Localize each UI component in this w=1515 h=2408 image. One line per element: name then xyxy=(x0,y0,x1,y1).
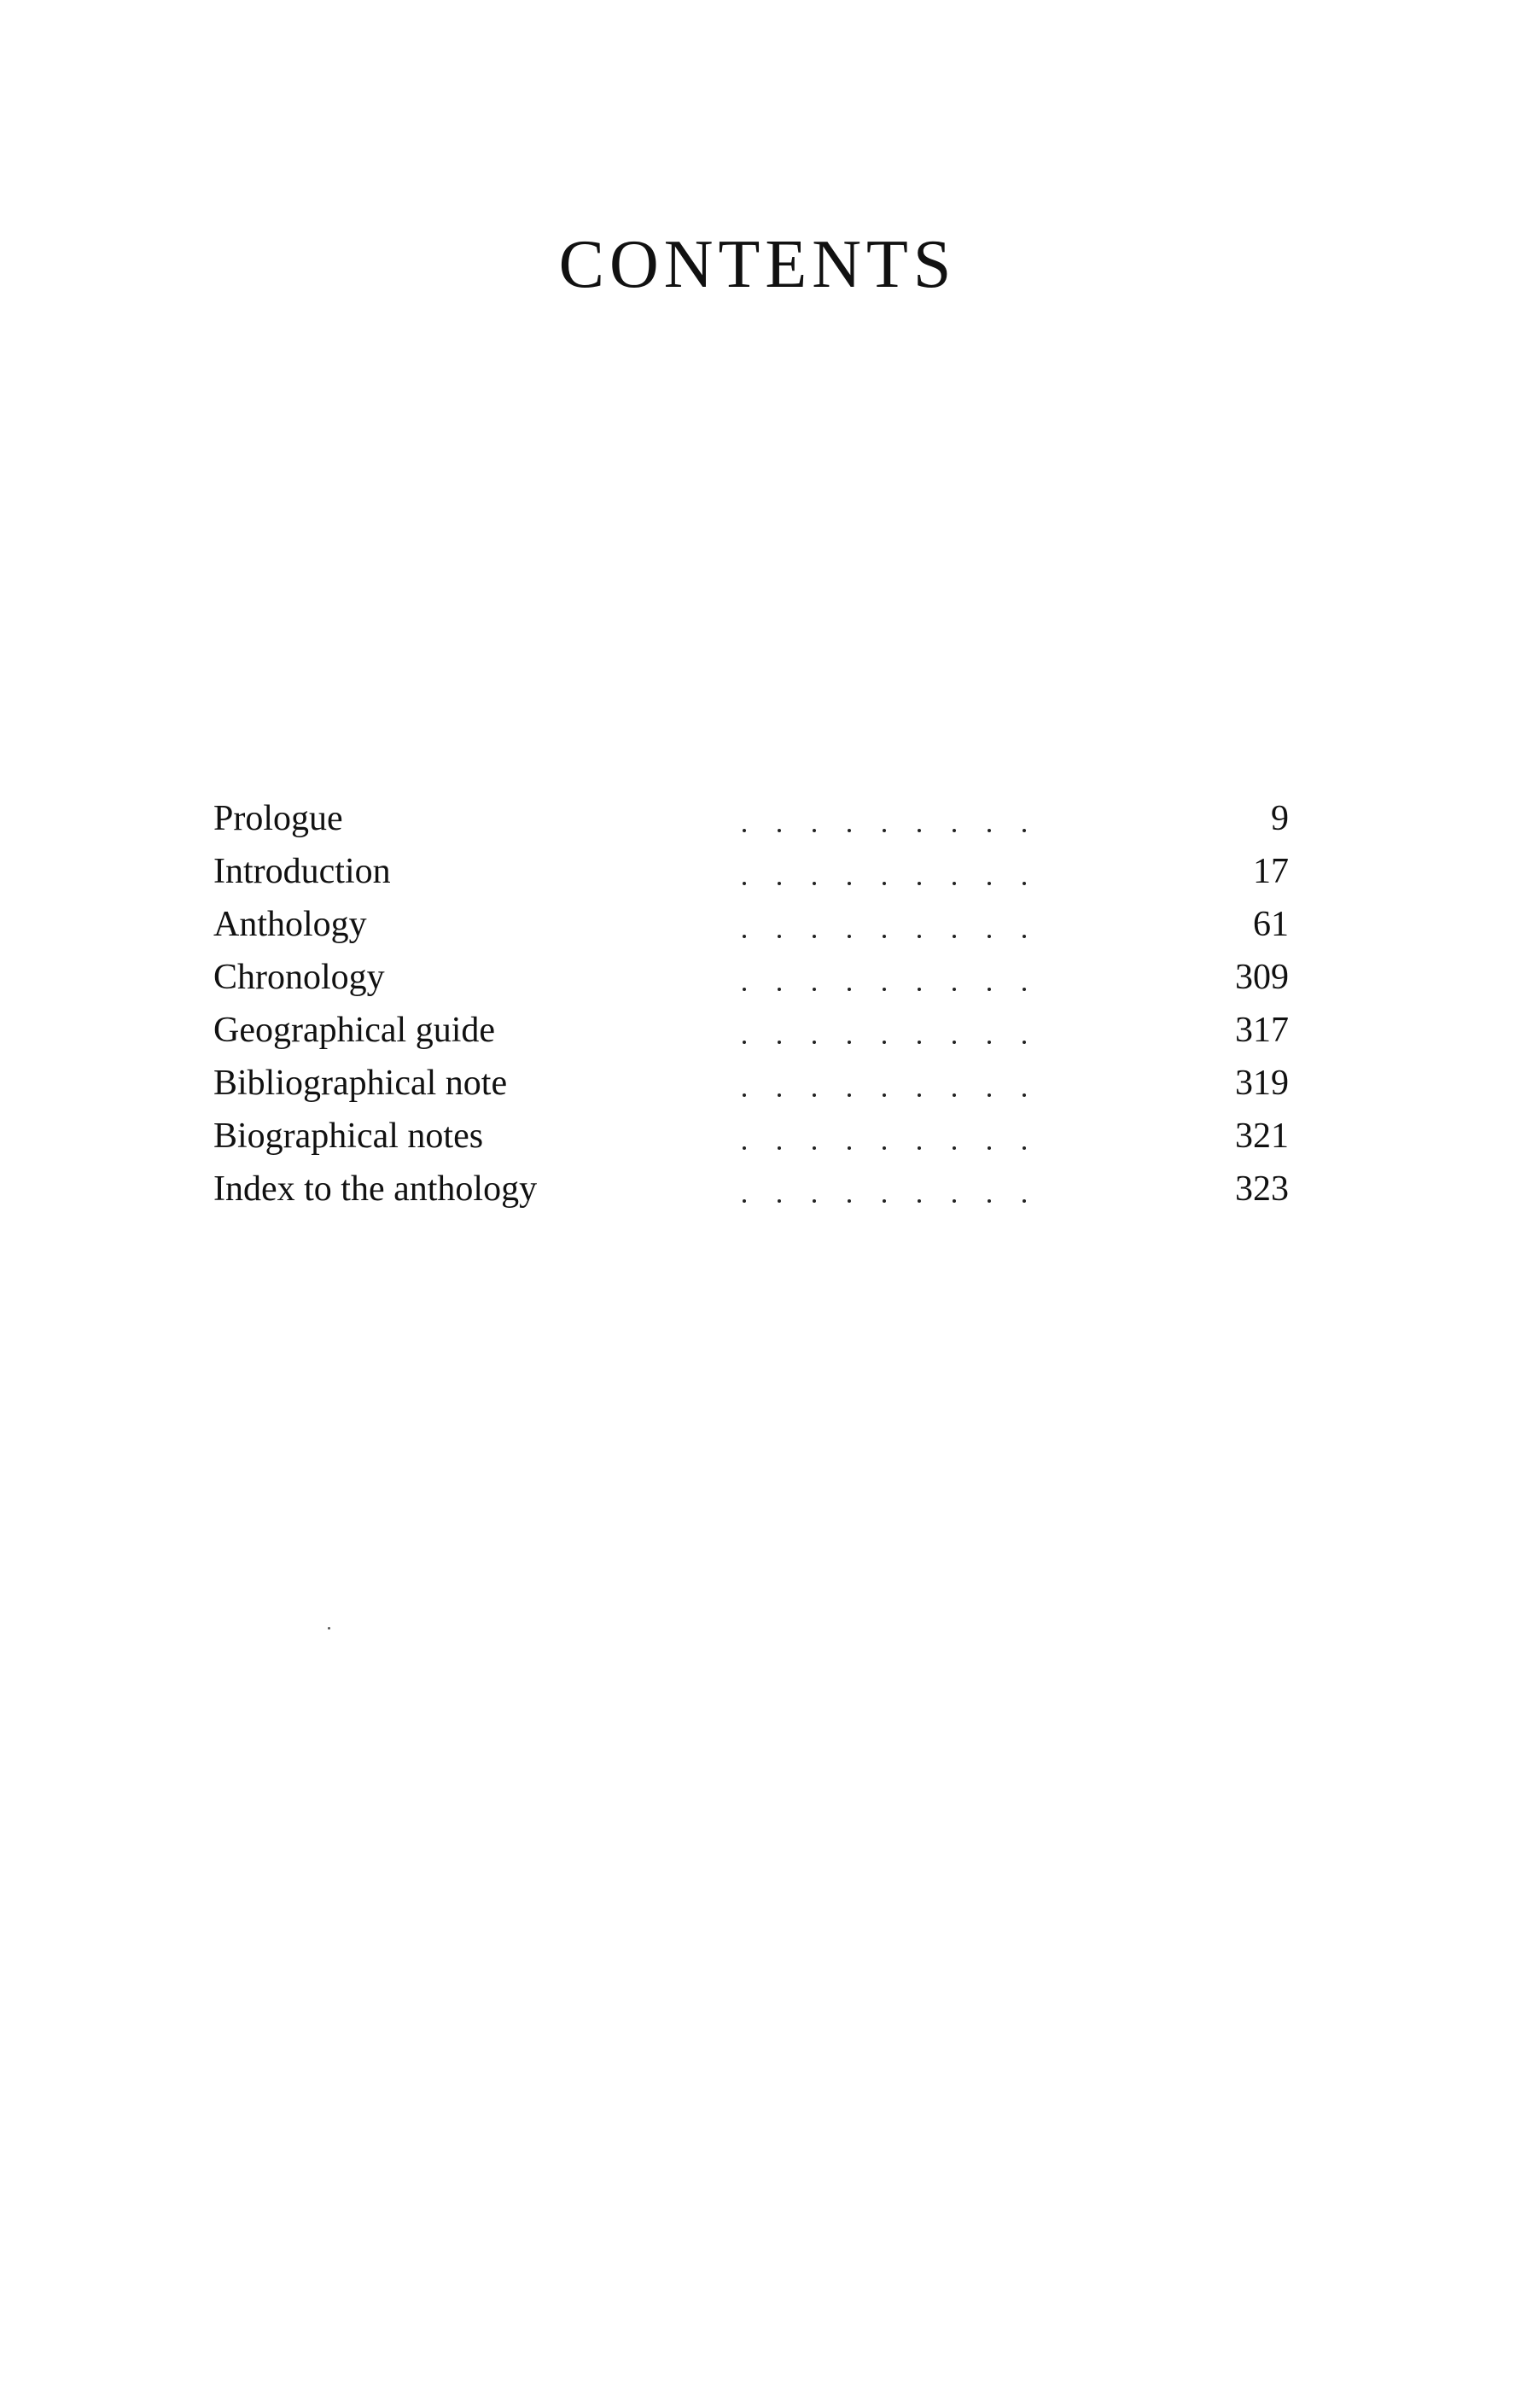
leader-dot xyxy=(1023,988,1026,991)
leader-dot xyxy=(743,1146,746,1150)
toc-entry-page: 321 xyxy=(1235,1117,1289,1156)
stray-print-mark xyxy=(328,1627,330,1630)
leader-dot xyxy=(883,988,886,991)
dot-leader xyxy=(743,1004,1037,1057)
leader-dot xyxy=(743,1199,746,1203)
toc-entry xyxy=(213,1057,1289,1110)
leader-dot xyxy=(778,1199,781,1203)
leader-dot xyxy=(743,988,746,991)
leader-dot xyxy=(778,935,781,938)
leader-dot xyxy=(988,1093,991,1097)
toc-entry-page: 309 xyxy=(1235,958,1289,997)
leader-dot xyxy=(988,1041,991,1044)
leader-dot xyxy=(778,988,781,991)
toc-entry-label: Anthology xyxy=(213,905,367,944)
toc-entry-page: 17 xyxy=(1253,852,1289,891)
leader-dot xyxy=(813,935,816,938)
leader-dot xyxy=(883,829,886,832)
toc-entry-page: 317 xyxy=(1235,1011,1289,1050)
leader-dot xyxy=(778,1093,781,1097)
leader-dot xyxy=(743,1093,746,1097)
leader-dot xyxy=(813,988,816,991)
toc-entry xyxy=(213,845,1289,898)
leader-dot xyxy=(813,829,816,832)
leader-dot xyxy=(743,1041,746,1044)
leader-dot xyxy=(883,1199,886,1203)
toc-entry xyxy=(213,951,1289,1004)
dot-leader xyxy=(743,1057,1037,1110)
leader-dot xyxy=(1023,1146,1026,1150)
leader-dot xyxy=(883,882,886,885)
leader-dot xyxy=(813,882,816,885)
dot-leader xyxy=(743,898,1037,951)
leader-dot xyxy=(778,1146,781,1150)
leader-dot xyxy=(918,935,921,938)
leader-dot xyxy=(988,988,991,991)
leader-dot xyxy=(918,988,921,991)
toc-entry-label: Biographical notes xyxy=(213,1117,484,1156)
leader-dot xyxy=(988,1146,991,1150)
leader-dot xyxy=(1023,1041,1026,1044)
leader-dot xyxy=(953,882,956,885)
toc-entry-label: Chronology xyxy=(213,958,385,997)
leader-dot xyxy=(813,1146,816,1150)
leader-dot xyxy=(848,1146,851,1150)
leader-dot xyxy=(918,1041,921,1044)
dot-leader xyxy=(743,1163,1037,1216)
toc-entry xyxy=(213,1110,1289,1163)
leader-dot xyxy=(988,935,991,938)
leader-dot xyxy=(883,1146,886,1150)
leader-dot xyxy=(743,935,746,938)
toc-entry-page: 319 xyxy=(1235,1064,1289,1103)
leader-dot xyxy=(953,1146,956,1150)
dot-leader xyxy=(743,845,1037,898)
toc-entry xyxy=(213,898,1289,951)
leader-dot xyxy=(953,1093,956,1097)
leader-dot xyxy=(1023,882,1026,885)
leader-dot xyxy=(848,1199,851,1203)
leader-dot xyxy=(953,1199,956,1203)
leader-dot xyxy=(848,935,851,938)
toc-entry-label: Index to the anthology xyxy=(213,1169,538,1209)
leader-dot xyxy=(813,1041,816,1044)
table-of-contents xyxy=(213,792,1289,1216)
leader-dot xyxy=(953,988,956,991)
dot-leader xyxy=(743,1110,1037,1163)
toc-entry xyxy=(213,792,1289,845)
leader-dot xyxy=(778,882,781,885)
leader-dot xyxy=(883,935,886,938)
toc-entry-page: 61 xyxy=(1253,905,1289,944)
leader-dot xyxy=(1023,1093,1026,1097)
dot-leader xyxy=(743,951,1037,1004)
leader-dot xyxy=(953,829,956,832)
leader-dot xyxy=(988,1199,991,1203)
leader-dot xyxy=(1023,1199,1026,1203)
leader-dot xyxy=(883,1093,886,1097)
leader-dot xyxy=(918,1146,921,1150)
leader-dot xyxy=(918,1199,921,1203)
leader-dot xyxy=(918,829,921,832)
leader-dot xyxy=(1023,829,1026,832)
leader-dot xyxy=(1023,935,1026,938)
leader-dot xyxy=(848,829,851,832)
leader-dot xyxy=(848,1093,851,1097)
leader-dot xyxy=(813,1199,816,1203)
leader-dot xyxy=(988,882,991,885)
leader-dot xyxy=(848,882,851,885)
dot-leader xyxy=(743,792,1037,845)
toc-entry-page: 9 xyxy=(1271,799,1289,838)
leader-dot xyxy=(743,829,746,832)
leader-dot xyxy=(988,829,991,832)
toc-entry-label: Geographical guide xyxy=(213,1011,496,1050)
contents-heading: CONTENTS xyxy=(558,227,957,302)
toc-entry-label: Prologue xyxy=(213,799,343,838)
leader-dot xyxy=(953,1041,956,1044)
leader-dot xyxy=(918,882,921,885)
leader-dot xyxy=(778,829,781,832)
leader-dot xyxy=(953,935,956,938)
leader-dot xyxy=(813,1093,816,1097)
leader-dot xyxy=(918,1093,921,1097)
leader-dot xyxy=(848,1041,851,1044)
leader-dot xyxy=(778,1041,781,1044)
toc-entry xyxy=(213,1004,1289,1057)
toc-entry xyxy=(213,1163,1289,1216)
toc-entry-label: Bibliographical note xyxy=(213,1064,508,1103)
leader-dot xyxy=(883,1041,886,1044)
toc-entry-label: Introduction xyxy=(213,852,391,891)
leader-dot xyxy=(848,988,851,991)
toc-entry-page: 323 xyxy=(1235,1169,1289,1209)
leader-dot xyxy=(743,882,746,885)
